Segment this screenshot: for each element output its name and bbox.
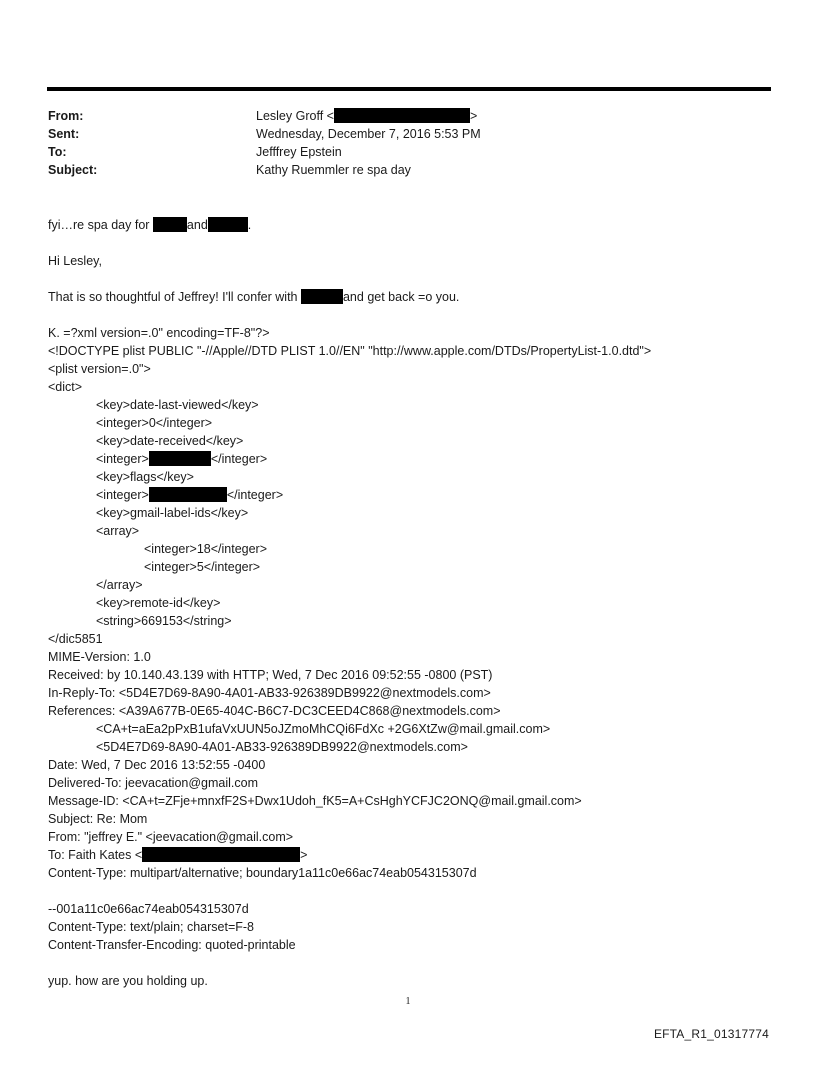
body-line: References: <A39A677B-0E65-404C-B6C7-DC3CEED4C868@nextmodels.com> [48, 704, 501, 718]
body-line: <integer>5</integer> [144, 560, 261, 574]
redaction [149, 451, 211, 466]
redaction [149, 487, 227, 502]
body-line: K. =?xml version=.0" encoding=TF-8"?> [48, 326, 270, 340]
body-line: <integer>18</integer> [144, 542, 268, 556]
body-line: <key>date-received</key> [96, 434, 244, 448]
to-label: To: [48, 145, 67, 159]
greeting-line: Hi Lesley, [48, 254, 102, 268]
body-line: <integer> </integer> [96, 488, 284, 502]
redaction [301, 289, 343, 304]
reply-line: That is so thoughtful of Jeffrey! I'll confer with and get back =o you. [48, 290, 460, 304]
body-line: <integer>0</integer> [96, 416, 213, 430]
subject-value: Kathy Ruemmler re spa day [256, 163, 411, 177]
subject-label: Subject: [48, 163, 98, 177]
body-line: Date: Wed, 7 Dec 2016 13:52:55 -0400 [48, 758, 266, 772]
body-line: To: Faith Kates < > [48, 848, 308, 862]
body-line: <!DOCTYPE plist PUBLIC "-//Apple//DTD PLIST 1.0//EN" "http://www.apple.com/DTDs/PropertyList-1.0.dtd"> [48, 344, 652, 358]
body-line: </dic5851 [48, 632, 103, 646]
sent-value: Wednesday, December 7, 2016 5:53 PM [256, 127, 481, 141]
redaction [142, 847, 300, 862]
body-line: Delivered-To: jeevacation@gmail.com [48, 776, 258, 790]
body-line: Received: by 10.140.43.139 with HTTP; Wed, 7 Dec 2016 09:52:55 -0800 (PST) [48, 668, 493, 682]
body-line: Message-ID: <CA+t=ZFje+mnxfF2S+Dwx1Udoh_fK5=A+CsHghYCFJC2ONQ@mail.gmail.com> [48, 794, 582, 808]
body-line: <CA+t=aEa2pPxB1ufaVxUUN5oJZmoMhCQi6FdXc +2G6XtZw@mail.gmail.com> [96, 722, 551, 736]
body-line: <array> [96, 524, 140, 538]
body-line: <integer> </integer> [96, 452, 268, 466]
body-line: Content-Transfer-Encoding: quoted-printable [48, 938, 296, 952]
redaction [153, 217, 187, 232]
body-line: --001a11c0e66ac74eab054315307d [48, 902, 249, 916]
body-line: yup. how are you holding up. [48, 974, 208, 988]
body-line: <key>date-last-viewed</key> [96, 398, 259, 412]
body-line: <key>gmail-label-ids</key> [96, 506, 249, 520]
sent-label: Sent: [48, 127, 80, 141]
body-line: Content-Type: text/plain; charset=F-8 [48, 920, 255, 934]
body-line: <dict> [48, 380, 83, 394]
body-line: </array> [96, 578, 143, 592]
header-rule [47, 87, 771, 91]
body-line: Subject: Re: Mom [48, 812, 148, 826]
body-line: <key>remote-id</key> [96, 596, 221, 610]
body-line: Content-Type: multipart/alternative; boundary1a11c0e66ac74eab054315307d [48, 866, 477, 880]
body-line: <5D4E7D69-8A90-4A01-AB33-926389DB9922@nextmodels.com> [96, 740, 468, 754]
body-line: <plist version=.0"> [48, 362, 151, 376]
from-label: From: [48, 109, 84, 123]
page-number: 1 [405, 996, 411, 1007]
body-line: <key>flags</key> [96, 470, 194, 484]
from-value: Lesley Groff < > [256, 109, 478, 123]
to-value: Jefffrey Epstein [256, 145, 342, 159]
body-line: In-Reply-To: <5D4E7D69-8A90-4A01-AB33-926389DB9922@nextmodels.com> [48, 686, 491, 700]
body-line: MIME-Version: 1.0 [48, 650, 151, 664]
redaction [208, 217, 248, 232]
bates-stamp: EFTA_R1_01317774 [653, 1027, 769, 1041]
redaction [334, 108, 470, 123]
body-line: <string>669153</string> [96, 614, 232, 628]
fyi-line: fyi…re spa day for and . [48, 218, 252, 232]
body-line: From: "jeffrey E." <jeevacation@gmail.com> [48, 830, 294, 844]
